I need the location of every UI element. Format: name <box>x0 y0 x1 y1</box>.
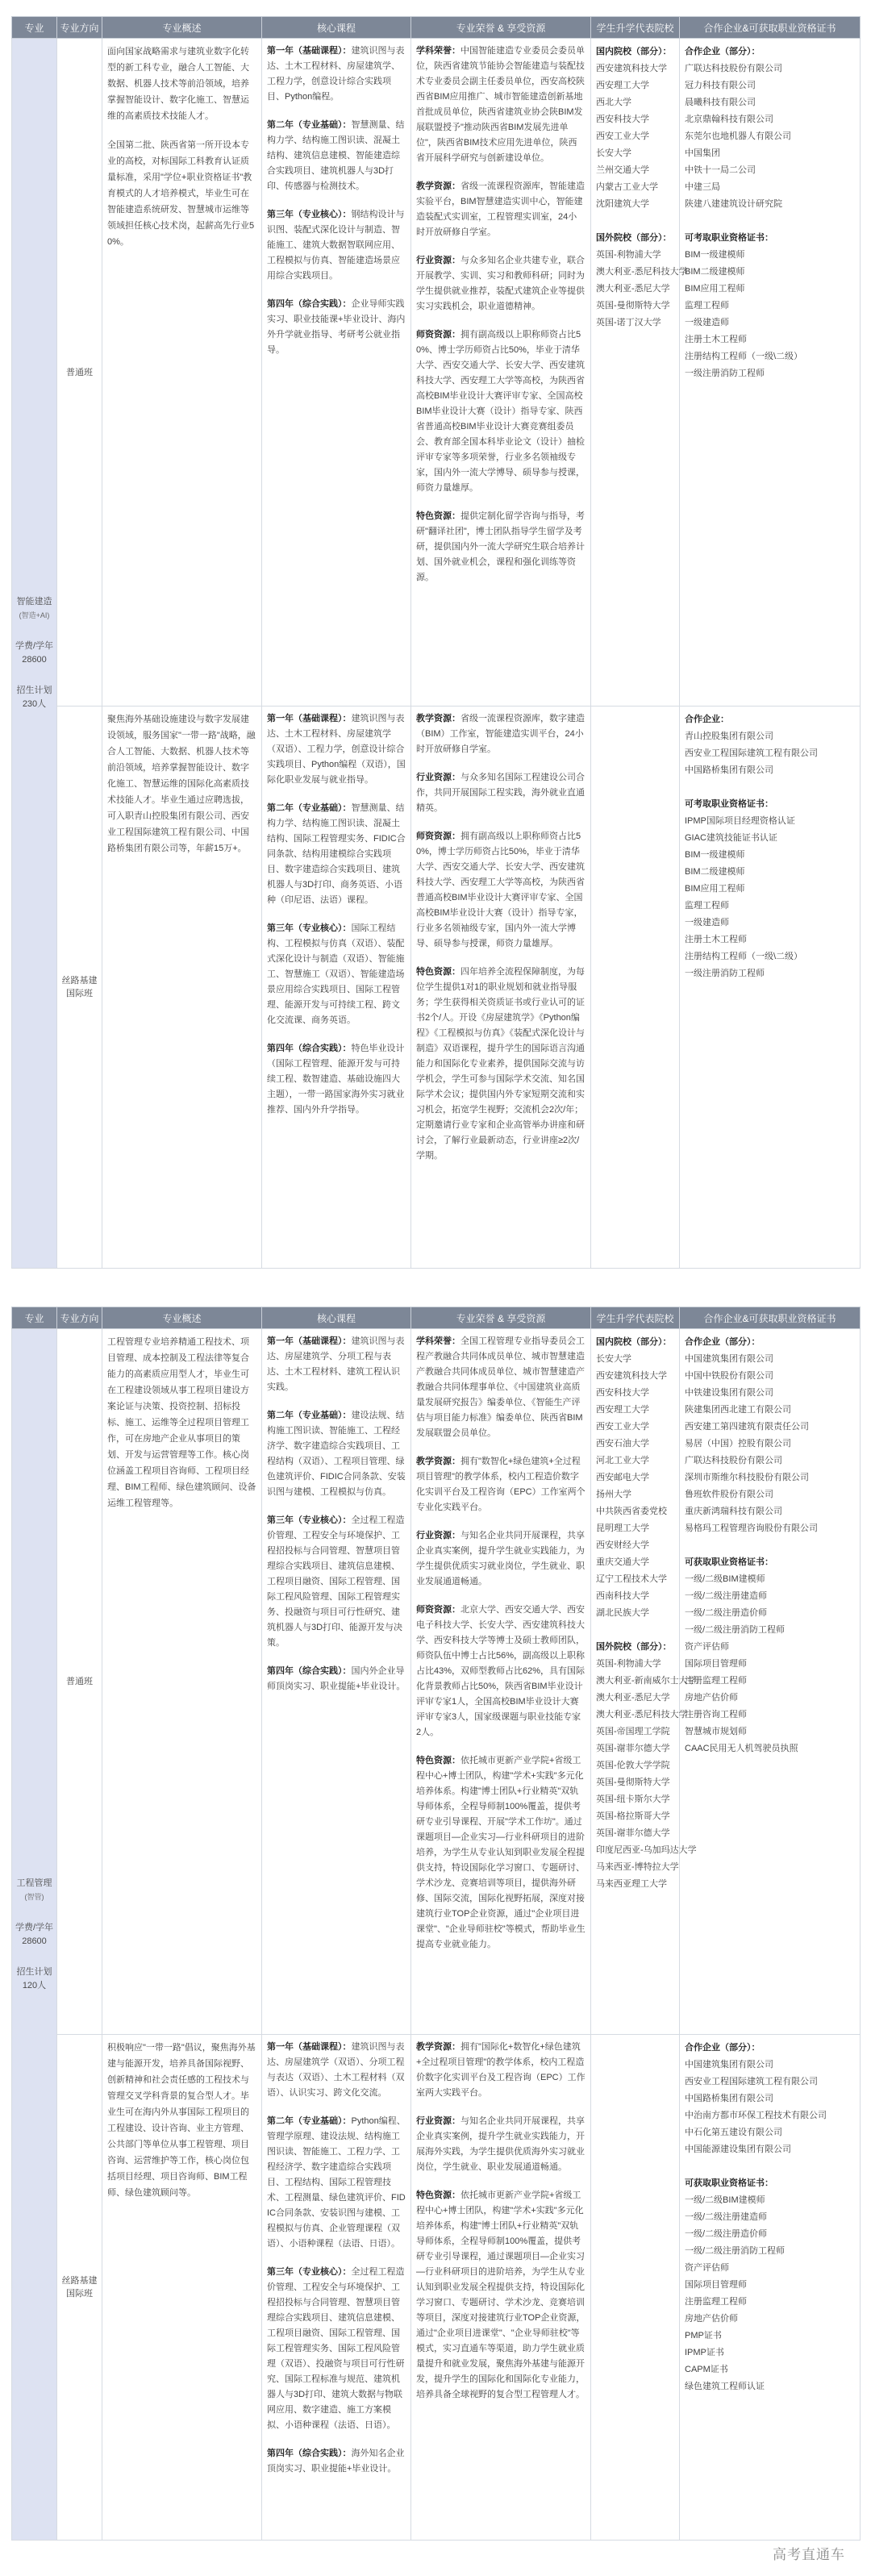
school-item: 英国-利物浦大学 <box>596 250 661 260</box>
overview-cell <box>102 2034 262 2540</box>
school-item: 兰州交通大学 <box>596 165 649 175</box>
column-header: 专业荣誉 & 享受资源 <box>411 1307 591 1329</box>
school-item: 澳大利亚-悉尼科技大学 <box>596 267 688 277</box>
major-table <box>11 16 861 1269</box>
school-item: 扬州大学 <box>596 1490 631 1499</box>
table-row <box>12 707 861 1269</box>
school-item: 西安建筑科技大学 <box>596 1371 667 1381</box>
course-year-text: 智慧测量、结构力学、结构施工图识读、混凝土结构、建筑信息建模、智能建造综合实践项目、建筑机器人与3D打印、传感器与检测技术。 <box>267 120 405 191</box>
direction-cell <box>57 1329 102 2035</box>
overview-cell <box>102 39 262 707</box>
course-year <box>267 118 406 194</box>
courses-cell <box>262 1329 411 2035</box>
school-item: 澳大利亚-悉尼科技大学 <box>596 1710 688 1719</box>
school-item: 英国-诺丁汉大学 <box>596 318 661 327</box>
watermark: 高考直通车 <box>773 2547 845 2562</box>
certificate-item: 注册咨询工程师 <box>685 1710 747 1719</box>
school-item: 西安科技大学 <box>596 115 649 124</box>
enterprises-cell <box>680 2034 861 2540</box>
abroad-schools-label: 国外院校（部分）： <box>596 1642 672 1652</box>
certificate-item: 注册结构工程师（一级\二级） <box>685 952 803 962</box>
school-item: 长安大学 <box>596 1354 631 1364</box>
school-item: 英国-利物浦大学 <box>596 1659 661 1669</box>
certificate-item: BIM一级建模师 <box>685 250 745 260</box>
honor-text: 四年培养全流程保障制度，为每位学生提供1对1的职业规划和就业指导服务；学生获得相关资质证书或行业认可的证书2个/人。开设《房屋建筑学》《Python编程》《工程模拟与仿真》《装配式深化设计与制造》双语课程，提升学生的国际语言沟通能力和国际化专业素养，提供国际交流与访学机会，学生可参与国际学术交流、知名国际学术会议；提供国内外专家短期交流和实习机会，拓宽学生视野；交流机会2次/年；定期邀请行业专家和企业高管举办讲座和研讨会，了解行业最新动态，行业讲座≥2次/学期。 <box>416 967 585 1161</box>
honor-text: 省级一流课程资源库，数字建造（BIM）工作室，智能建造实训平台，24小时开放研修自学室。 <box>416 714 585 755</box>
course-year-text: 全过程工程造价管理、工程安全与环境保护、工程招投标与合同管理、智慧项目管理综合实践项目、建筑信息建模、工程项目融资、国际工程管理、国际工程管理实务、国际工程风险管理（双语）、投融资与项目可行性研究、国际工程标准与规范、建筑机器人与3D打印、建筑大数据与物联网应用、数字建造、施工方案模拟、小语种课程（法语、日语）。 <box>267 2266 405 2430</box>
partner-item: 西安业工程国际建筑工程有限公司 <box>685 2076 818 2086</box>
school-item: 长安大学 <box>596 148 631 158</box>
fee-label: 学费/学年 <box>15 1922 54 1932</box>
course-year-text: 国内外企业导师顶岗实习、职业提能+毕业设计。 <box>267 1666 406 1691</box>
partner-item: 易居（中国）控股有限公司 <box>685 1439 791 1448</box>
enterprises-cell <box>680 1329 861 2035</box>
course-year-label: 第三年（专业核心）： <box>267 923 352 934</box>
course-year <box>267 711 406 788</box>
school-item: 河北工业大学 <box>596 1456 649 1465</box>
honor-text: 依托城市更新产业学院+省级工程中心+博士团队，构建"学术+实践"多元化培养体系，构建"博士团队+行业精英"双轨导师体系，全程导师制100%覆盖，提供考研专业引导课程，通过课题项目—企业实习—行业科研项目的进阶培养，为学生从专业认知到职业发展全程提供支持，特设国际化学习窗口、专题研讨、学术沙龙、竞赛培训等项目，深度对接建筑行业TOP企业资源，通过"企业项目进课堂"、"企业导师驻校"等模式，实习直通车等渠道，助力学生就业质量提升和就业发展，聚焦海外基建与能源开发，提升学生的国际化和国际化专业能力，培养具备全球视野的复合型工程管理人才。 <box>416 2190 586 2399</box>
header-row <box>12 17 861 39</box>
certificate-item: 注册土木工程师 <box>685 935 747 945</box>
overview-cell <box>102 707 262 1269</box>
course-year-label: 第四年（综合实践）： <box>267 2448 352 2458</box>
partner-item: 中国路桥集团有限公司 <box>685 2093 773 2103</box>
school-item: 澳大利亚-悉尼大学 <box>596 284 670 294</box>
school-item: 英国-纽卡斯尔大学 <box>596 1794 670 1804</box>
certificates-label: 可考取职业资格证书： <box>685 233 773 243</box>
course-year-label: 第四年（综合实践）： <box>267 299 352 309</box>
certificate-item: 一级注册消防工程师 <box>685 369 765 378</box>
honor-label: 教学资源： <box>416 1457 461 1466</box>
course-year-text: 特色毕业设计（国际工程管理、能源开发与可持续工程、数智建造、基础设施四大主题），一带一路国家海外实习就业推荐、国内外升学指导。 <box>267 1044 405 1115</box>
domestic-schools-label: 国内院校（部分）： <box>596 1337 672 1347</box>
major-name: 工程管理 <box>16 1878 52 1888</box>
plan-value: 230人 <box>22 699 47 709</box>
certificates-label: 可考取职业资格证书： <box>685 799 773 810</box>
plan-label: 招生计划 <box>16 686 52 695</box>
course-year <box>267 1513 406 1651</box>
course-year-text: 建筑识图与表达、土木工程材料、房屋建筑学、工程力学，创意设计综合实践项目、Python编程。 <box>267 46 405 102</box>
certificate-item: BIM应用工程师 <box>685 284 745 294</box>
school-item: 西安石油大学 <box>596 1439 649 1448</box>
course-year-text: 建筑识图与表达、土木工程材料、房屋建筑学（双语）、工程力学，创意设计综合实践项目、Python编程（双语），国际化职业发展与就业指导。 <box>267 714 406 786</box>
certificate-item: 智慧城市规划师 <box>685 1727 747 1736</box>
column-header: 专业概述 <box>102 1307 262 1329</box>
overview-paragraph: 全国第二批、陕西省第一所开设本专业的高校，对标国际工科教育认证质量标准，采用"学位+职业资格证书"教育模式的人才培养模式，毕业生可在智能建造系统研发、智慧城市运维等领域担任核心技术岗，起薪高先行业50%。 <box>107 140 255 247</box>
honor-item <box>416 253 586 315</box>
overview-paragraph: 工程管理专业培养精通工程技术、项目管理、成本控制及工程法律等复合能力的高素质应用型人才，毕业生可在工程建设领域从事工程项目建设方案论证与决策、投资控制、招标投标、施工、运维等全过程项目管理工作，可在房地产企业从事项目的策划、开发与运营管理等工作。核心岗位涵盖工程项目咨询师、工程项目经理、BIM工程师、绿色建筑顾问、设备运维工程管理等。 <box>107 1337 256 1508</box>
column-header: 学生升学代表院校 <box>591 17 680 39</box>
partner-item: 中铁建设集团有限公司 <box>685 1388 773 1398</box>
partner-item: 广联达科技股份有限公司 <box>685 64 782 73</box>
certificate-item: 注册结构工程师（一级\二级） <box>685 352 803 361</box>
course-year-label: 第一年（基础课程）： <box>267 1336 352 1346</box>
column-header: 专业荣誉 & 享受资源 <box>411 17 591 39</box>
course-year-text: 建筑识图与表达、房屋建筑学（双语）、分项工程与表达（双语）、土木工程材料（双语）、认识实习、跨文化交流。 <box>267 2041 405 2098</box>
partner-item: 青山控股集团有限公司 <box>685 732 773 742</box>
school-item: 重庆交通大学 <box>596 1557 649 1567</box>
certificate-item: 一级/二级注册造价师 <box>685 1608 768 1618</box>
honor-text: 中国智能建造专业委员会委员单位，陕西省建筑节能协会智能建造与装配技术专业委员会副主任委员单位，西安高校陕西省BIM应用推广、城市智能建造创新基地首批成员单位，陕西省建筑业协会陕BIM发展联盟授予"推动陕西省BIM发展先进单位"，陕西省BIM技术应用先进单位，陕西省开展科学研究与创新建设单位。 <box>416 46 585 163</box>
domestic-schools-label: 国内院校（部分）： <box>596 47 672 56</box>
honor-text: 与众多知名企业共建专业，联合开展教学、实训、实习和教师科研；同时为学生提供就业推荐，装配式建筑企业等提供实习实践机会，职业道德精神。 <box>416 256 585 311</box>
partner-item: 中建三局 <box>685 182 720 192</box>
schools-cell <box>591 2034 680 2540</box>
course-year-label: 第四年（综合实践）： <box>267 1044 352 1054</box>
honor-label: 师资资源： <box>416 1605 461 1615</box>
enterprises-cell <box>680 707 861 1269</box>
honor-item <box>416 179 586 240</box>
column-header: 专业方向 <box>57 17 102 39</box>
school-item: 英国-伦敦大学学院 <box>596 1761 670 1770</box>
certificate-item: 资产评估师 <box>685 1642 729 1652</box>
school-item: 西安建筑科技大学 <box>596 64 667 73</box>
honor-label: 行业资源： <box>416 2115 461 2126</box>
major-name: 智能建造 <box>16 597 52 606</box>
course-year-label: 第四年（综合实践）： <box>267 1666 352 1676</box>
certificates-label: 可获取职业资格证书： <box>685 1557 773 1567</box>
course-year-text: 建筑识图与表达、房屋建筑学、分项工程与表达、土木工程材料、建筑工程认识实践。 <box>267 1336 405 1392</box>
school-item: 澳大利亚-悉尼大学 <box>596 1693 670 1703</box>
honor-label: 特色资源： <box>416 967 461 977</box>
certificate-item: 房地产估价师 <box>685 2313 738 2324</box>
certificate-item: 绿色建筑工程师认证 <box>685 2381 765 2391</box>
direction-label: 丝路基建国际班 <box>61 976 98 999</box>
certificate-item: 房地产估价师 <box>685 1693 738 1703</box>
course-year-text: 建设法规、结构施工图识读、智能施工、工程经济学、数字建造综合实践项目、工程结构（双语）、工程项目管理、绿色建筑评价、FIDIC合同条款、安装识图与建模、工程模拟与仿真。 <box>267 1411 406 1497</box>
honor-label: 特色资源： <box>416 1756 461 1765</box>
overview-paragraph: 面向国家战略需求与建筑业数字化转型的新工科专业，融合人工智能、大数据、机器人技术等前沿领域，培养掌握智能设计、数字化施工、智慧运维的高素质技术技能人才。 <box>107 47 249 121</box>
certificate-item: 一级建造师 <box>685 918 729 928</box>
certificate-item: IPMP国际项目经理资格认证 <box>685 816 795 827</box>
course-year <box>267 2265 406 2433</box>
certificate-item: 监理工程师 <box>685 301 729 311</box>
school-item: 英国-谢菲尔德大学 <box>596 1828 670 1838</box>
column-header: 专业 <box>12 1307 57 1329</box>
course-year-label: 第三年（专业核心）： <box>267 2266 352 2277</box>
school-item: 沈阳建筑大学 <box>596 199 649 209</box>
honor-text: 与知名企业共同开展课程，共享企业真实案例，提升学生就业实践能力，为学生提供优质实习就业岗位，学生就业、职业发展通道畅通。 <box>416 1531 585 1586</box>
certificate-item: 一级建造师 <box>685 318 729 327</box>
plan-label: 招生计划 <box>16 1966 52 1977</box>
course-year <box>267 207 406 284</box>
school-item: 中共陕西省委党校 <box>596 1507 667 1516</box>
partner-item: 重庆新鸿瑞科技有限公司 <box>685 1507 782 1516</box>
partner-item: 中国能源建设集团有限公司 <box>685 2144 791 2154</box>
course-year-label: 第三年（专业核心）： <box>267 210 352 219</box>
honor-item <box>416 1528 586 1590</box>
course-year-label: 第一年（基础课程）： <box>267 714 352 724</box>
courses-cell <box>262 39 411 707</box>
course-year-text: 全过程工程造价管理、工程安全与环境保护、工程招投标与合同管理、智慧项目管理综合实践项目、建筑信息建模、工程项目融资、国际工程管理、国际工程风险管理、国际工程管理实务、投融资与项目可行性研究、建筑机器人与3D打印、能源开发与决策。 <box>267 1515 405 1648</box>
course-year-text: 海外知名企业顶岗实习、职业提能+毕业设计。 <box>267 2448 405 2474</box>
school-item: 西北大学 <box>596 98 631 107</box>
school-item: 西安理工大学 <box>596 81 649 90</box>
partner-item: 深圳市斯维尔科技股份有限公司 <box>685 1473 809 1482</box>
column-header: 专业 <box>12 17 57 39</box>
partner-item: 中国中铁股份有限公司 <box>685 1371 773 1381</box>
honors-cell <box>411 1329 591 2035</box>
column-header: 专业方向 <box>57 1307 102 1329</box>
overview-paragraph: 积极响应"一带一路"倡议，聚焦海外基建与能源开发，培养具备国际视野、创新精神和社会责任感的工程技术与管理交叉学科背景的复合型人才。毕业生可在海内外从事国际工程项目的工程建设、设计咨询、业主方管理、公共部门等单位从事工程管理、项目咨询、运营维护等工作，核心岗位包括项目经理、项目咨询师、BIM工程师、绿色建筑顾问等。 <box>107 2042 256 2198</box>
partner-item: 冠力科技有限公司 <box>685 81 756 90</box>
certificate-item: 一级/二级注册消防工程师 <box>685 1625 786 1635</box>
table-row <box>12 1329 861 2035</box>
school-item: 西安工业大学 <box>596 131 649 141</box>
direction-cell <box>57 707 102 1269</box>
certificate-item: BIM应用工程师 <box>685 884 745 894</box>
school-item: 印度尼西亚-乌加玛达大学 <box>596 1845 697 1855</box>
course-year-text: 企业导师实践实习、职业技能课+毕业设计、海内外升学就业指导、考研考公就业指导。 <box>267 299 406 355</box>
honor-item <box>416 965 586 1164</box>
honor-text: 北京大学、西安交通大学、西安电子科技大学、长安大学、西安建筑科技大学、西安科技大学等博士及硕士教师团队，师资队伍中博士占比56%，副高级以上职称占比43%，双师型教师占比62%，具有国际化背景教师占比50%，陕西省BIM毕业设计评审专家1人，全国高校BIM毕业设计大赛评审专家3人，国家级课题与职业技能专家2人。 <box>416 1605 586 1737</box>
course-year <box>267 2446 406 2477</box>
major-cell <box>12 39 57 1269</box>
course-year-text: 钢结构设计与识图、装配式深化设计与制造、智能施工、建筑大数据智联网应用、工程模拟与仿真、智能建造场景应用综合实践项目。 <box>267 210 405 281</box>
honor-label: 教学资源： <box>416 2041 461 2052</box>
partner-item: 北京鼎翰科技有限公司 <box>685 115 773 124</box>
certificate-item: 国际项目管理师 <box>685 2279 747 2290</box>
school-item: 马来西亚理工大学 <box>596 1879 667 1889</box>
certificate-item: IPMP证书 <box>685 2347 724 2357</box>
partners-label: 合作企业（部分）： <box>685 1337 761 1347</box>
column-header: 核心课程 <box>262 1307 411 1329</box>
schools-cell <box>591 707 680 1269</box>
direction-label: 普通班 <box>66 367 93 377</box>
honor-label: 学科荣誉： <box>416 46 461 56</box>
partners-label: 合作企业： <box>685 715 729 725</box>
certificate-item: PMP证书 <box>685 2330 722 2340</box>
overview-cell <box>102 1329 262 2035</box>
honor-text: 全国工程管理专业指导委员会工程产教融合共同体成员单位、城市智慧建造产教融合共同体成员单位、城市智慧建造产教融合共同体理事单位、《中国建筑业高质量发展研究报告》编委单位、《智能生产评估与项目能力标准》编委单位、陕西省BIM发展联盟会员单位。 <box>416 1336 585 1438</box>
major-cell <box>12 1329 57 2541</box>
course-year-text: Python编程、管理学原理、建设法规、结构施工图识读、智能施工、工程力学、工程经济学、数字建造综合实践项目、工程结构、国际工程管理技术、工程测量、绿色建筑评价、FIDIC合同条款、安装识图与建模、工程模拟与仿真、企业管理课程（双语）、小语种课程（法语、日语）。 <box>267 2115 406 2249</box>
school-item: 昆明理工大学 <box>596 1524 649 1533</box>
course-year-label: 第二年（专业基础）： <box>267 803 352 814</box>
school-item: 英国-格拉斯哥大学 <box>596 1811 670 1821</box>
course-year-label: 第二年（专业基础）： <box>267 120 352 130</box>
honor-item <box>416 327 586 496</box>
honor-text: 省级一流课程资源库，智能建造实验平台，BIM智慧建造实训中心，智能建造装配式实训室，工程管理实训室，24小时开放研修自学室。 <box>416 181 585 237</box>
honor-text: 拥有"国际化+数智化+绿色建筑+全过程项目管理"的教学体系，校内工程造价数字化实训平台及工程咨询（EPC）工作室两大实践平台。 <box>416 2041 586 2098</box>
partner-item: 陕建八建建筑设计研究院 <box>685 199 782 209</box>
certificate-item: 一级/二级BIM建模师 <box>685 1574 765 1584</box>
certificate-item: BIM二级建模师 <box>685 867 745 877</box>
honors-cell <box>411 39 591 707</box>
column-header: 合作企业&可获取职业资格证书 <box>680 1307 861 1329</box>
certificates-label: 可获取职业资格证书： <box>685 2178 773 2188</box>
honor-item <box>416 2114 586 2175</box>
major-table-engineering-management <box>11 1307 860 2541</box>
course-year <box>267 297 406 358</box>
partner-item: 陕建集团西北建工有限公司 <box>685 1405 791 1415</box>
honor-item <box>416 1454 586 1515</box>
school-item: 西南科技大学 <box>596 1591 649 1601</box>
honor-item <box>416 1334 586 1441</box>
certificate-item: 注册监理工程师 <box>685 1676 747 1686</box>
honor-label: 师资资源： <box>416 832 461 842</box>
abroad-schools-label: 国外院校（部分）： <box>596 233 672 243</box>
certificate-item: BIM一级建模师 <box>685 850 745 861</box>
schools-cell <box>591 1329 697 2035</box>
honor-item <box>416 44 586 166</box>
table-row <box>12 2034 861 2540</box>
courses-cell <box>262 707 411 1269</box>
partner-item: 中国建筑集团有限公司 <box>685 2059 773 2070</box>
honor-label: 行业资源： <box>416 256 461 265</box>
honor-text: 与知名企业共同开展课程，共享企业真实案例，提升学生就业实践能力，开展海外实践，为学生提供优质海外实习就业岗位，学生就业、职业发展通道畅通。 <box>416 2115 585 2172</box>
certificate-item: 监理工程师 <box>685 901 729 911</box>
course-year <box>267 2040 406 2101</box>
certificate-item: BIM二级建模师 <box>685 267 745 277</box>
course-year <box>267 1408 406 1500</box>
honor-label: 行业资源： <box>416 1531 461 1540</box>
course-year <box>267 1334 406 1395</box>
honor-item <box>416 2188 586 2403</box>
honor-label: 行业资源： <box>416 773 461 783</box>
major-table-intelligent-construction <box>11 16 860 1269</box>
certificate-item: 注册监理工程师 <box>685 2296 747 2307</box>
honor-label: 师资资源： <box>416 330 461 340</box>
certificate-item: 一级/二级注册建造师 <box>685 2211 768 2222</box>
course-year <box>267 801 406 908</box>
school-item: 英国-曼彻斯特大学 <box>596 301 670 311</box>
school-item: 澳大利亚-新南威尔士大学 <box>596 1676 697 1686</box>
certificate-item: 资产评估师 <box>685 2262 729 2273</box>
schools-cell <box>591 39 688 707</box>
certificate-item: 一级注册消防工程师 <box>685 969 765 979</box>
course-year-label: 第二年（专业基础）： <box>267 1411 352 1420</box>
school-item: 内蒙古工业大学 <box>596 182 658 192</box>
school-item: 辽宁工程技术大学 <box>596 1574 667 1584</box>
certificate-item: CAAC民用无人机驾驶员执照 <box>685 1744 798 1753</box>
honor-text: 拥有副高级以上职称师资占比50%，博士学历师资占比50%，毕业于清华大学、西安交通大学、长安大学、西安建筑科技大学、西安理工大学等高校，为陕西省普通高校BIM毕业设计大赛评审专家、全国高校BIM毕业设计大赛（设计）指导专家，行业多名领袖级专家，国内外一流大学博导、硕导参与授课，师资力量雄厚。 <box>416 832 585 949</box>
honor-item <box>416 509 586 586</box>
honor-item <box>416 770 586 816</box>
certificate-item: 一级/二级注册消防工程师 <box>685 2245 786 2256</box>
partner-item: 中铁十一局二公司 <box>685 165 756 175</box>
honor-label: 教学资源： <box>416 181 461 191</box>
school-item: 马来西亚-博特拉大学 <box>596 1862 679 1872</box>
course-year <box>267 44 406 105</box>
certificate-item: GIAC建筑技能证书认证 <box>685 833 777 844</box>
major-table <box>11 1307 861 2541</box>
direction-cell <box>57 2034 102 2540</box>
honors-cell <box>411 707 591 1269</box>
course-year-label: 第一年（基础课程）： <box>267 46 352 56</box>
school-item: 西安邮电大学 <box>596 1473 649 1482</box>
fee-value: 28600 <box>22 1936 47 1946</box>
partner-item: 中国集团 <box>685 148 720 158</box>
honor-item <box>416 2040 586 2101</box>
certificate-item: 一级/二级注册建造师 <box>685 1591 768 1601</box>
enterprises-cell <box>680 39 861 707</box>
fee-value: 28600 <box>22 655 47 665</box>
course-year-label: 第一年（基础课程）： <box>267 2041 352 2052</box>
column-header: 专业概述 <box>102 17 262 39</box>
certificate-item: CAPM证书 <box>685 2364 728 2374</box>
honor-item <box>416 1603 586 1740</box>
partner-item: 鲁班软件股份有限公司 <box>685 1490 773 1499</box>
honor-text: 提供定制化留学咨询与指导，考研"翻译社团"，博士团队指导学生留学及考研，提供国内外一流大学研究生联合培养计划、国外就业机会，课程和强化训练等资源。 <box>416 511 585 582</box>
partner-item: 易格玛工程管理咨询股份有限公司 <box>685 1524 818 1533</box>
course-year <box>267 1664 406 1694</box>
column-header: 学生升学代表院校 <box>591 1307 680 1329</box>
partner-item: 西安建工第四建筑有限责任公司 <box>685 1422 809 1432</box>
honor-item <box>416 711 586 757</box>
honor-text: 与众多知名国际工程建设公司合作，共同开展国际工程实践，海外就业直通精英。 <box>416 773 585 814</box>
school-item: 英国-谢菲尔德大学 <box>596 1744 670 1753</box>
course-year <box>267 2114 406 2252</box>
honor-label: 教学资源： <box>416 714 461 724</box>
school-item: 英国-帝国理工学院 <box>596 1727 670 1736</box>
honor-text: 拥有副高级以上职称师资占比50%、博士学历师资占比50%，毕业于清华大学、西安交通大学、长安大学、西安建筑科技大学、西安理工大学等高校，为陕西省高校BIM毕业设计大赛评审专家、全国高校BIM毕业设计大赛（设计）指导专家、陕西省普通高校BIM毕业设计大赛竞赛组委员会、教育部全国本科毕业论文（设计）抽检评审专家等多项荣誉，行业多名领袖级专家，国内外一流大学博导、硕导参与授课，师资力量雄厚。 <box>416 330 585 493</box>
school-item: 西安工业大学 <box>596 1422 649 1432</box>
partner-item: 中石化第五建设有限公司 <box>685 2127 782 2137</box>
honor-label: 学科荣誉： <box>416 1336 461 1346</box>
courses-cell <box>262 2034 411 2540</box>
table-row <box>12 39 861 707</box>
major-note: (智造+AI) <box>19 611 50 619</box>
partner-item: 中国建筑集团有限公司 <box>685 1354 773 1364</box>
direction-label: 丝路基建国际班 <box>61 2275 98 2299</box>
certificate-item: 一级/二级注册造价师 <box>685 2228 768 2239</box>
certificate-item: 注册土木工程师 <box>685 335 747 344</box>
certificate-item: 国际项目管理师 <box>685 1659 747 1669</box>
school-item: 英国-曼彻斯特大学 <box>596 1778 670 1787</box>
partners-label: 合作企业（部分）： <box>685 47 761 56</box>
partner-item: 西安业工程国际建筑工程有限公司 <box>685 748 818 759</box>
column-header: 核心课程 <box>262 17 411 39</box>
school-item: 西安科技大学 <box>596 1388 649 1398</box>
partner-item: 中国路桥集团有限公司 <box>685 765 773 776</box>
school-item: 湖北民族大学 <box>596 1608 649 1618</box>
plan-value: 120人 <box>22 1980 47 1990</box>
honors-cell <box>411 2034 591 2540</box>
school-item: 西安理工大学 <box>596 1405 649 1415</box>
direction-cell <box>57 39 102 707</box>
honor-item <box>416 1753 586 1953</box>
honor-item <box>416 829 586 952</box>
course-year-label: 第二年（专业基础）： <box>267 2115 352 2126</box>
course-year-text: 智慧测量、结构力学、结构施工图识读、混凝土结构、国际工程管理实务、FIDIC合同条款、结构用建模综合实践项目、数字建造综合实践项目、建筑机器人与3D打印、商务英语、小语种（印尼语、法语）课程。 <box>267 803 406 906</box>
school-item: 西安财经大学 <box>596 1540 649 1550</box>
course-year-text: 国际工程结构、工程模拟与仿真（双语）、装配式深化设计与制造（双语）、智能施工、智慧施工（双语）、智能建造场景应用综合实践项目、国际工程管理、能源开发与可持续工程、跨文化交流课、商务英语。 <box>267 923 405 1026</box>
honor-text: 依托城市更新产业学院+省级工程中心+博士团队，构建"学术+实践"多元化培养体系。构建"博士团队+行业精英"双轨导师体系，全程导师制100%覆盖，提供考研专业引导课程、开展"学术工作坊"。通过课题项目—企业实习—行业科研项目的进阶培养，为学生从专业认知到职业发展全程提供支持，特设国际化学习窗口、专题研讨、学术沙龙、竞赛培训等项目，提供海外研修、国际交流，国际化视野拓展，深度对接建筑行业TOP企业资源，通过"企业项目进课堂"、"企业导师驻校"等模式，帮助毕业生提高专业就业能力。 <box>416 1756 586 1949</box>
fee-label: 学费/学年 <box>15 641 54 651</box>
partners-label: 合作企业（部分）： <box>685 2042 761 2053</box>
overview-paragraph: 聚焦海外基础设施建设与数字发展建设领域，服务国家"一带一路"战略，融合人工智能、大数据、机器人技术等前沿领域，培养掌握智能设计、数字化施工、智慧运维的国际化高素质技术技能人才。毕业生通过应聘选拔，可入职青山控股集团有限公司、西安业工程国际建筑工程有限公司、中国路桥集团有限公司等，年薪15万+。 <box>107 715 256 854</box>
certificate-item: 一级/二级BIM建模师 <box>685 2195 765 2205</box>
course-year <box>267 921 406 1028</box>
header-row <box>12 1307 861 1329</box>
direction-label: 普通班 <box>66 1676 93 1686</box>
course-year-label: 第三年（专业核心）： <box>267 1515 352 1525</box>
honor-label: 特色资源： <box>416 511 461 521</box>
honor-label: 特色资源： <box>416 2190 461 2200</box>
honor-text: 拥有"数智化+绿色建筑+全过程项目管理"的教学体系，校内工程造价数字化实训平台及工程咨询（EPC）工作室两个专业化实践平台。 <box>416 1457 586 1512</box>
column-header: 合作企业&可获取职业资格证书 <box>680 17 861 39</box>
partner-item: 中治南方都市环保工程技术有限公司 <box>685 2110 827 2120</box>
partner-item: 晨曦科技有限公司 <box>685 98 756 107</box>
partner-item: 东莞尔也地机器人有限公司 <box>685 131 791 141</box>
major-note: (智管) <box>24 1892 44 1901</box>
partner-item: 广联达科技股份有限公司 <box>685 1456 782 1465</box>
course-year <box>267 1041 406 1118</box>
